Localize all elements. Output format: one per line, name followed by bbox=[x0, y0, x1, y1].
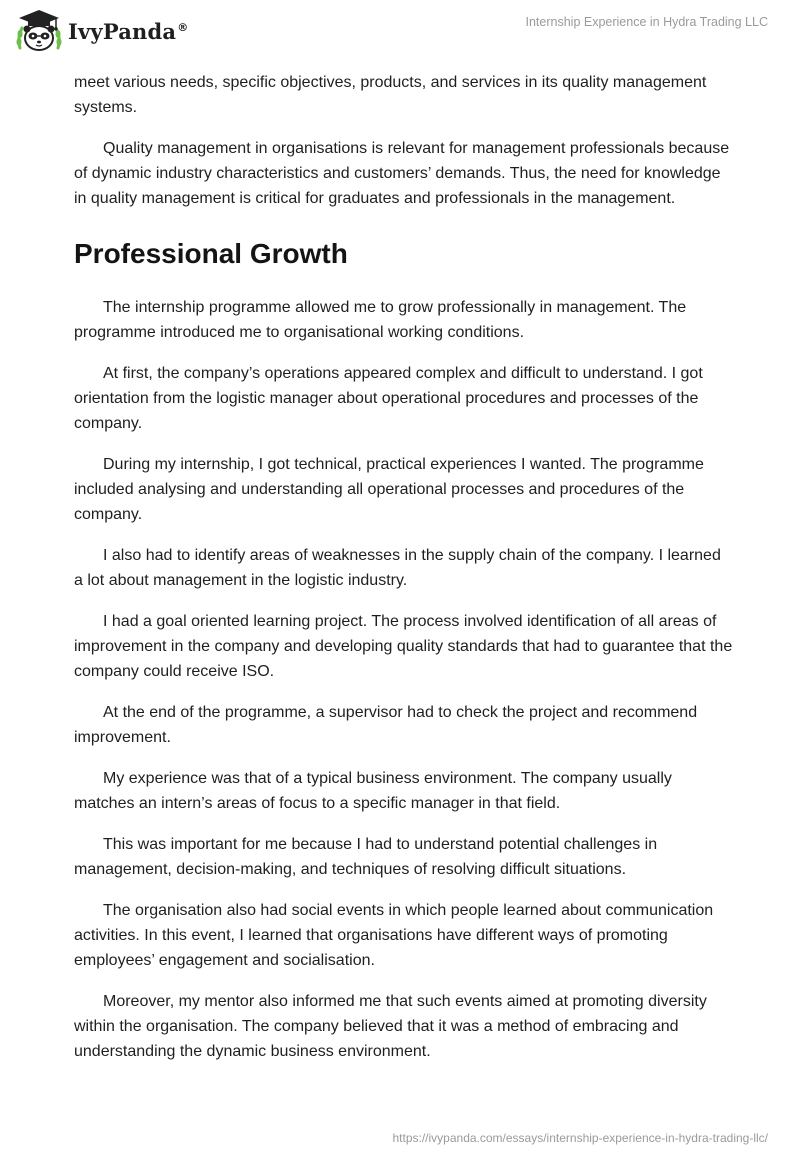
paragraph: At first, the company’s operations appeared complex and difficult to understand. I got orientation from the logistic manager about operational procedures and processes of the company. bbox=[74, 365, 703, 432]
section-heading: Professional Growth bbox=[74, 238, 348, 269]
paragraph: I had a goal oriented learning project. The process involved identification of all areas of improvement in the company and developing quality standards that had to guarantee that the company could receive ISO. bbox=[74, 613, 733, 680]
paragraph: meet various needs, specific objectives, products, and services in its quality management systems. bbox=[74, 74, 707, 116]
paragraph: At the end of the programme, a supervisor had to check the project and recommend improvement. bbox=[74, 704, 698, 746]
paragraph: This was important for me because I had to understand potential challenges in management, decision-making, and techniques of resolving difficult situations. bbox=[74, 836, 658, 878]
paragraph: The internship programme allowed me to grow professionally in management. The programme introduced me to organisational working conditions. bbox=[74, 299, 687, 341]
source-url[interactable]: https://ivypanda.com/essays/internship-experience-in-hydra-trading-llc/ bbox=[392, 1131, 768, 1145]
brand-name: IvyPanda® bbox=[68, 18, 189, 44]
paragraph: I also had to identify areas of weaknesses in the supply chain of the company. I learned a lot about management in the logistic industry. bbox=[74, 547, 721, 589]
paragraph: During my internship, I got technical, practical experiences I wanted. The programme included analysing and understanding all operational processes and procedures of the company. bbox=[74, 456, 704, 523]
paragraph: Moreover, my mentor also informed me that such events aimed at promoting diversity within the organisation. The company believed that it was a method of embracing and understanding the dynamic business environment. bbox=[74, 993, 707, 1060]
document-title: Internship Experience in Hydra Trading LLC bbox=[525, 15, 768, 29]
paragraph: The organisation also had social events in which people learned about communication activities. In this event, I learned that organisations have different ways of promoting employees’ engagement and socialisation. bbox=[74, 902, 714, 969]
registered-mark: ® bbox=[177, 20, 189, 34]
panda-graduate-icon bbox=[14, 8, 64, 54]
paragraph: My experience was that of a typical business environment. The company usually matches an intern’s areas of focus to a specific manager in that field. bbox=[74, 770, 672, 812]
paragraph: Quality management in organisations is relevant for management professionals because of dynamic industry characteristics and customers’ demands. Thus, the need for knowledge in quality management is critical for graduates and professionals in the management. bbox=[74, 140, 730, 207]
page-header bbox=[0, 0, 800, 60]
essay-content bbox=[74, 70, 734, 1080]
ivypanda-logo[interactable] bbox=[14, 8, 188, 54]
